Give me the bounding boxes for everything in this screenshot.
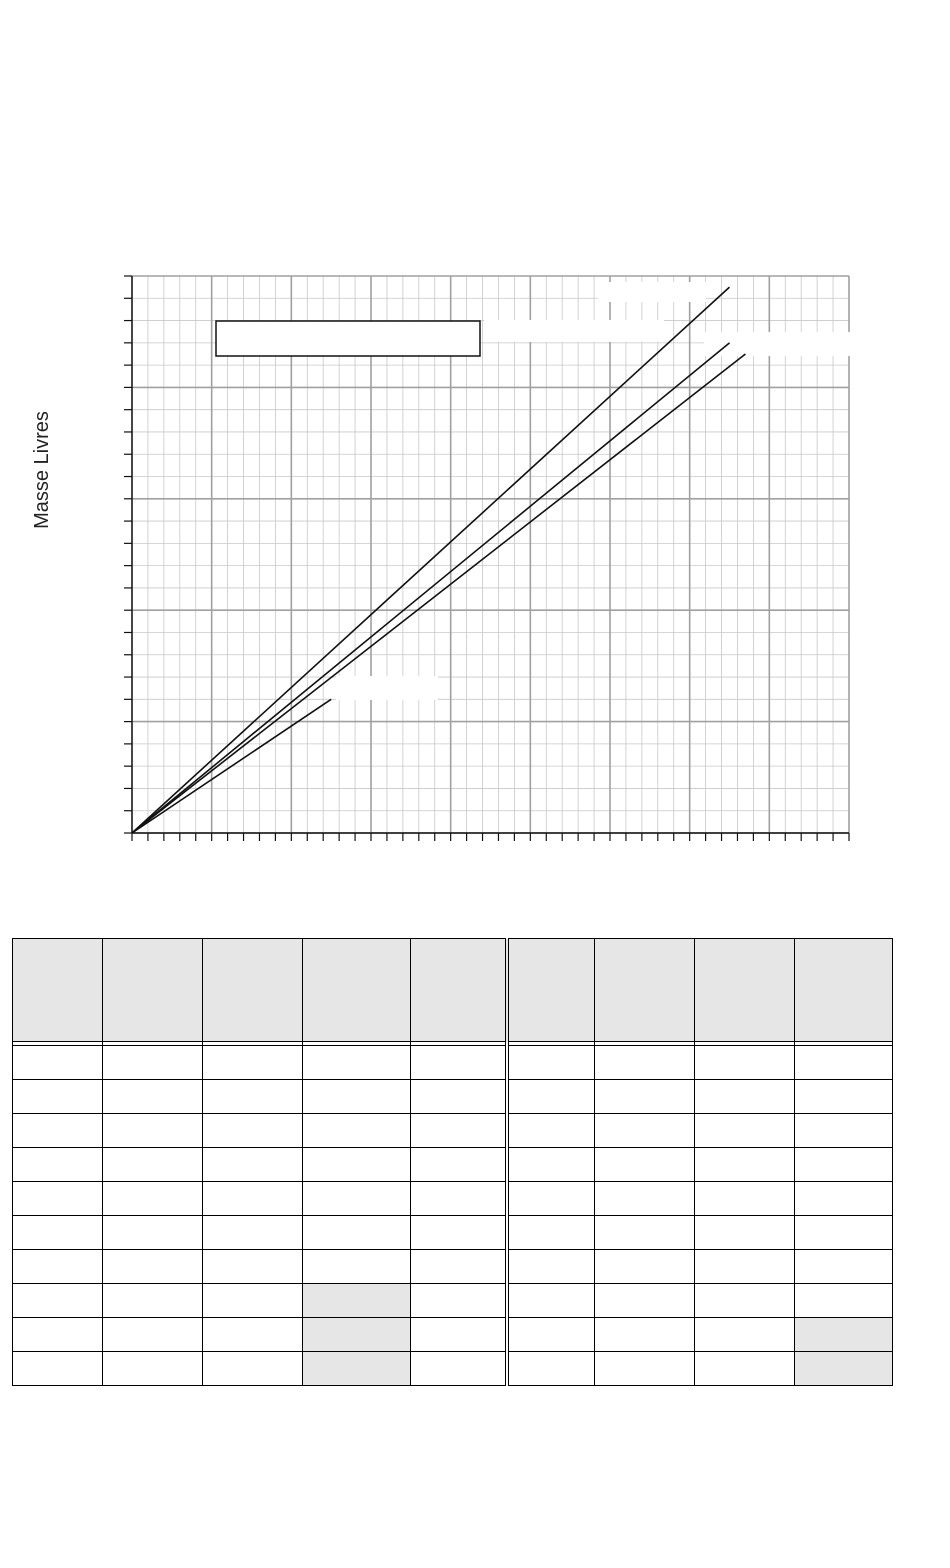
table-cell	[795, 1352, 893, 1386]
table-cell	[203, 1284, 303, 1318]
table-cell	[411, 1284, 507, 1318]
table-row	[13, 1148, 893, 1182]
table-cell	[13, 1114, 103, 1148]
table-cell	[203, 1250, 303, 1284]
table-cell	[795, 1284, 893, 1318]
table-cell	[695, 1114, 795, 1148]
table-cell	[103, 1284, 203, 1318]
table-cell	[595, 1182, 695, 1216]
table-cell	[695, 1046, 795, 1080]
table-cell	[103, 1148, 203, 1182]
table-cell	[795, 939, 893, 1042]
table-cell	[103, 939, 203, 1042]
table-cell	[303, 1182, 411, 1216]
table-cell	[303, 939, 411, 1042]
table-header-row	[13, 939, 893, 1042]
series-line-2	[132, 354, 745, 833]
table-cell	[507, 939, 595, 1042]
table-cell	[595, 1148, 695, 1182]
table-cell	[203, 1148, 303, 1182]
axes	[124, 276, 849, 841]
table-row	[13, 1250, 893, 1284]
series-lines	[132, 287, 745, 833]
table-cell	[595, 1114, 695, 1148]
table-cell	[795, 1046, 893, 1080]
white-label-patch	[598, 282, 706, 302]
table-cell	[203, 1046, 303, 1080]
table-cell	[795, 1182, 893, 1216]
table-cell	[795, 1080, 893, 1114]
table-cell	[507, 1148, 595, 1182]
table-cell	[303, 1284, 411, 1318]
table-cell	[411, 1114, 507, 1148]
table-cell	[103, 1318, 203, 1352]
series-line-4	[132, 287, 730, 833]
table-cell	[203, 939, 303, 1042]
table-cell	[411, 1250, 507, 1284]
table-cell	[595, 1352, 695, 1386]
table-cell	[507, 1182, 595, 1216]
table-cell	[103, 1250, 203, 1284]
table-cell	[203, 1216, 303, 1250]
data-table	[12, 938, 893, 1386]
table-cell	[695, 1080, 795, 1114]
table-cell	[795, 1250, 893, 1284]
table-cell	[795, 1148, 893, 1182]
table-cell	[303, 1114, 411, 1148]
table-cell	[695, 1148, 795, 1182]
table-cell	[203, 1318, 303, 1352]
table-cell	[203, 1182, 303, 1216]
table-cell	[411, 939, 507, 1042]
table-cell	[103, 1114, 203, 1148]
table-cell	[795, 1114, 893, 1148]
table-row	[13, 1216, 893, 1250]
table-cell	[303, 1216, 411, 1250]
white-label-patch	[484, 320, 664, 342]
table-cell	[13, 1182, 103, 1216]
table-cell	[695, 939, 795, 1042]
table-cell	[411, 1352, 507, 1386]
table-cell	[303, 1250, 411, 1284]
table-cell	[507, 1216, 595, 1250]
table-cell	[303, 1148, 411, 1182]
white-label-patch	[704, 332, 850, 356]
table-cell	[507, 1318, 595, 1352]
table-cell	[695, 1250, 795, 1284]
table-cell	[203, 1352, 303, 1386]
table-cell	[13, 939, 103, 1042]
table-cell	[411, 1216, 507, 1250]
label-boxes	[216, 282, 850, 700]
table-cell	[795, 1318, 893, 1352]
table-cell	[13, 1318, 103, 1352]
table-cell	[103, 1080, 203, 1114]
table-cell	[507, 1250, 595, 1284]
table-cell	[595, 1080, 695, 1114]
table-row	[13, 1114, 893, 1148]
table-cell	[507, 1046, 595, 1080]
table-cell	[103, 1046, 203, 1080]
table-row	[13, 1352, 893, 1386]
table-cell	[303, 1318, 411, 1352]
table-cell	[695, 1216, 795, 1250]
legend-box	[216, 321, 480, 356]
table-cell	[411, 1318, 507, 1352]
table-row	[13, 1318, 893, 1352]
table-cell	[303, 1080, 411, 1114]
table-cell	[595, 1318, 695, 1352]
table-cell	[595, 1284, 695, 1318]
table-cell	[795, 1216, 893, 1250]
table-cell	[411, 1046, 507, 1080]
table-cell	[507, 1284, 595, 1318]
table-cell	[303, 1046, 411, 1080]
table-cell	[303, 1352, 411, 1386]
table-cell	[595, 1216, 695, 1250]
table-cell	[13, 1250, 103, 1284]
table-cell	[13, 1046, 103, 1080]
table-cell	[203, 1114, 303, 1148]
table-cell	[695, 1318, 795, 1352]
table-cell	[13, 1216, 103, 1250]
table-cell	[507, 1114, 595, 1148]
table-cell	[695, 1284, 795, 1318]
table-cell	[203, 1080, 303, 1114]
table-cell	[411, 1182, 507, 1216]
table-cell	[595, 939, 695, 1042]
table-row	[13, 1284, 893, 1318]
table-cell	[411, 1080, 507, 1114]
table-cell	[411, 1148, 507, 1182]
table-cell	[103, 1216, 203, 1250]
table-cell	[695, 1182, 795, 1216]
table-cell	[13, 1352, 103, 1386]
table-row	[13, 1182, 893, 1216]
table-cell	[507, 1352, 595, 1386]
table-row	[13, 1080, 893, 1114]
table-cell	[507, 1080, 595, 1114]
table-cell	[13, 1080, 103, 1114]
table-row	[13, 1046, 893, 1080]
table-cell	[103, 1352, 203, 1386]
y-axis-label: Masse Livres	[31, 411, 53, 529]
table-cell	[13, 1148, 103, 1182]
table-cell	[595, 1250, 695, 1284]
table-cell	[595, 1046, 695, 1080]
white-label-patch	[336, 676, 438, 700]
table-cell	[103, 1182, 203, 1216]
table-cell	[13, 1284, 103, 1318]
table-cell	[695, 1352, 795, 1386]
